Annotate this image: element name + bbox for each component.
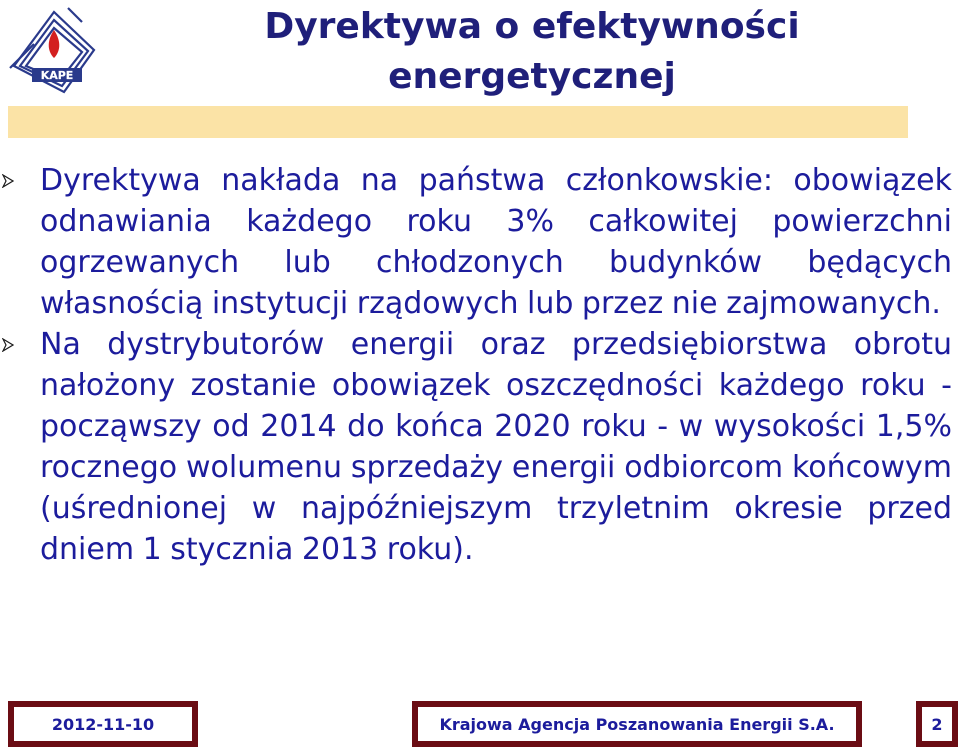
kape-logo: [4, 4, 104, 100]
bullet-text: Dyrektywa nakłada na państwa członkowskie: obowiązek odnawiania każdego roku 3% całkowitej powierzchni ogrzewanych lub chłodzonych budynków będących własnością instytucji rządowych lub przez nie zajmowanych.: [40, 163, 952, 321]
title-band: [8, 106, 908, 138]
footer-page-number: 2: [916, 701, 958, 747]
bullet-text: Na dystrybutorów energii oraz przedsiębiorstwa obrotu nałożony zostanie obowiązek oszczędności każdego roku - począwszy od 2014 do końca 2020 roku - w wysokości 1,5% rocznego wolumenu sprzedaży energii odbiorcom końcowym (uśrednionej w najpóźniejszym trzyletnim okresie przed dniem 1 stycznia 2013 roku).: [40, 327, 952, 567]
slide-footer: [8, 701, 958, 747]
logo-text: KAPE: [40, 69, 74, 82]
bullet-item: [0, 324, 960, 570]
arrow-bullet-icon: [2, 338, 14, 352]
slide-title: [200, 2, 864, 102]
slide-title-line2: energetycznej: [388, 56, 676, 97]
bullet-item: [0, 160, 960, 324]
slide-content: [0, 160, 960, 570]
footer-date: 2012-11-10: [8, 701, 198, 747]
arrow-bullet-icon: [2, 174, 14, 188]
kape-logo-graphic: [4, 4, 104, 100]
slide-title-line1: Dyrektywa o efektywności: [264, 6, 800, 47]
footer-organization: Krajowa Agencja Poszanowania Energii S.A.: [412, 701, 862, 747]
